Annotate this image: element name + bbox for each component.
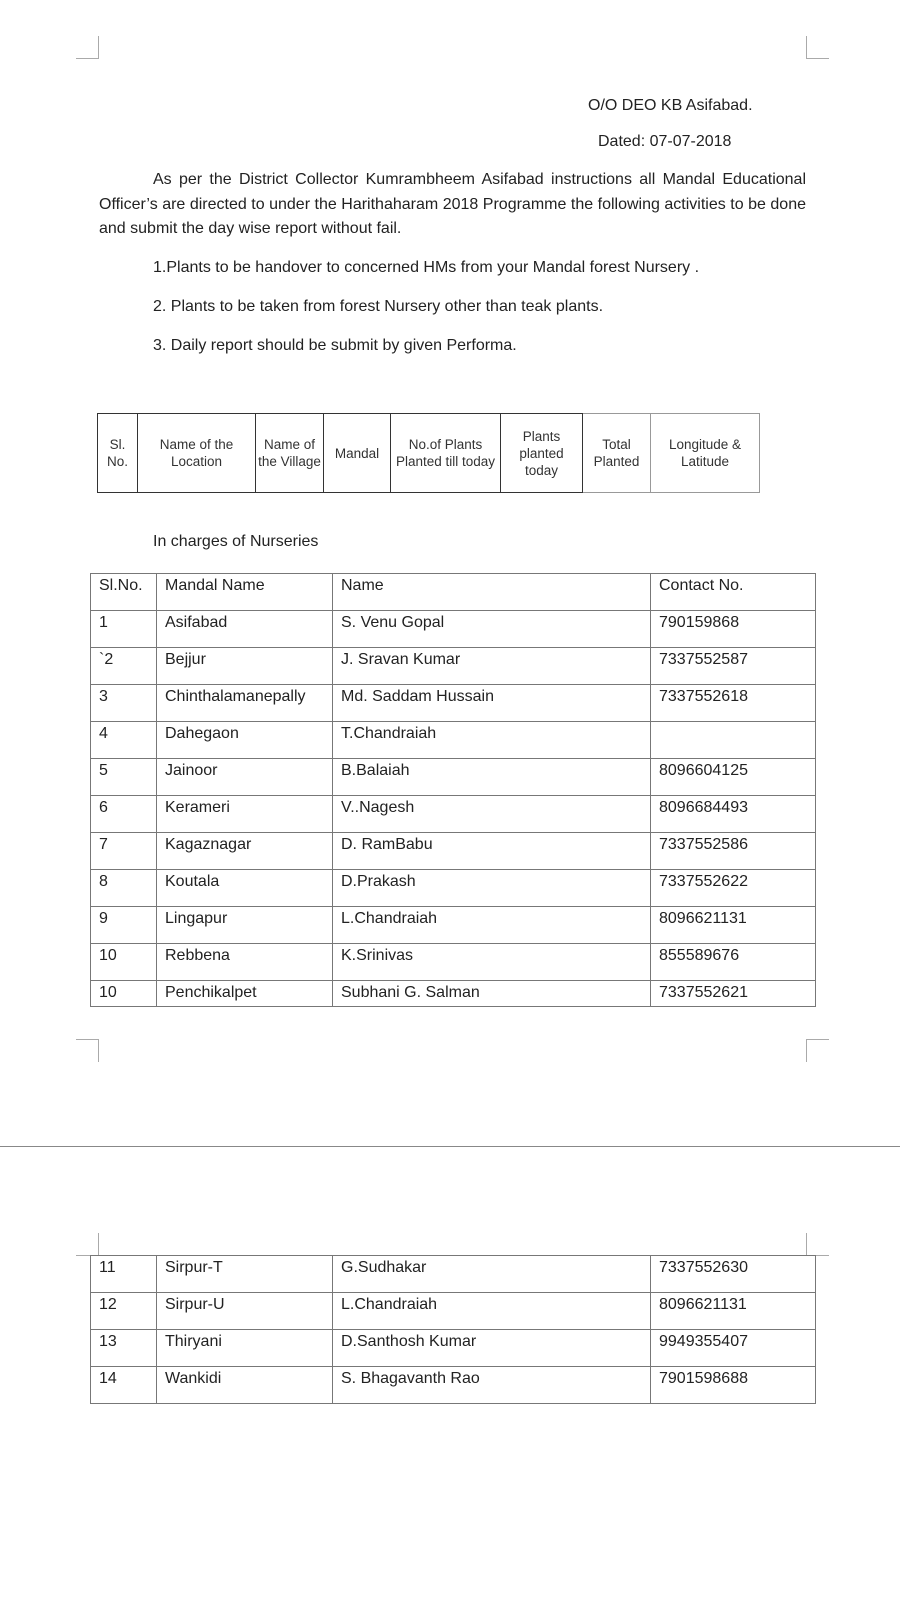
cell-sl-no: 10 xyxy=(91,944,157,981)
dated-line: Dated: 07-07-2018 xyxy=(598,133,732,150)
performa-col-planted-till-today: No.of Plants Planted till today xyxy=(391,414,501,493)
page-break-divider xyxy=(0,1146,900,1147)
nurseries-heading: In charges of Nurseries xyxy=(153,533,319,550)
cell-contact: 7901598688 xyxy=(651,1367,816,1404)
cell-sl-no: 1 xyxy=(91,611,157,648)
cell-sl-no: 6 xyxy=(91,796,157,833)
cell-mandal: Penchikalpet xyxy=(157,981,333,1007)
cell-name: K.Srinivas xyxy=(333,944,651,981)
cell-mandal: Bejjur xyxy=(157,648,333,685)
point-1: 1.Plants to be handover to concerned HMs from your Mandal forest Nursery . xyxy=(153,259,700,276)
cell-name: T.Chandraiah xyxy=(333,722,651,759)
cell-contact: 7337552586 xyxy=(651,833,816,870)
cell-contact: 8096604125 xyxy=(651,759,816,796)
cell-mandal: Dahegaon xyxy=(157,722,333,759)
cell-name: L.Chandraiah xyxy=(333,1293,651,1330)
cell-name: G.Sudhakar xyxy=(333,1256,651,1293)
table-row xyxy=(91,1293,816,1330)
point-3: 3. Daily report should be submit by given Performa. xyxy=(153,337,517,354)
table-row xyxy=(91,1330,816,1367)
table-row xyxy=(91,1256,816,1293)
point-2: 2. Plants to be taken from forest Nursery other than teak plants. xyxy=(153,298,604,315)
cell-sl-no: 11 xyxy=(91,1256,157,1293)
crop-mark-bottom-left-p1 xyxy=(76,1039,99,1062)
cell-mandal: Thiryani xyxy=(157,1330,333,1367)
cell-name: B.Balaiah xyxy=(333,759,651,796)
performa-header-row xyxy=(98,414,760,493)
cell-name: D.Santhosh Kumar xyxy=(333,1330,651,1367)
instruction-paragraph: As per the District Collector Kumrambheem Asifabad instructions all Mandal Educational Officer’s are directed to under the Harithaharam 2018 Programme the following activities to be done and submit the day wise report without fail. xyxy=(99,171,806,237)
nurseries-header-row xyxy=(91,574,816,611)
cell-mandal: Koutala xyxy=(157,870,333,907)
cell-sl-no: `2 xyxy=(91,648,157,685)
cell-name: L.Chandraiah xyxy=(333,907,651,944)
cell-contact: 7337552618 xyxy=(651,685,816,722)
cell-mandal: Sirpur-U xyxy=(157,1293,333,1330)
performa-col-sl-no: Sl. No. xyxy=(98,414,138,493)
crop-mark-bottom-right-p1 xyxy=(806,1039,829,1062)
cell-contact: 8096621131 xyxy=(651,907,816,944)
table-row xyxy=(91,759,816,796)
performa-col-mandal: Mandal xyxy=(324,414,391,493)
performa-table xyxy=(97,413,760,493)
table-row xyxy=(91,833,816,870)
cell-mandal: Sirpur-T xyxy=(157,1256,333,1293)
cell-contact: 8096684493 xyxy=(651,796,816,833)
cell-contact: 7337552587 xyxy=(651,648,816,685)
cell-sl-no: 13 xyxy=(91,1330,157,1367)
cell-mandal: Lingapur xyxy=(157,907,333,944)
cell-sl-no: 7 xyxy=(91,833,157,870)
cell-sl-no: 8 xyxy=(91,870,157,907)
cell-contact: 7337552621 xyxy=(651,981,816,1007)
cell-name: D.Prakash xyxy=(333,870,651,907)
cell-contact xyxy=(651,722,816,759)
cell-contact: 8096621131 xyxy=(651,1293,816,1330)
cell-mandal: Kerameri xyxy=(157,796,333,833)
crop-mark-top-left-p2 xyxy=(76,1233,99,1256)
cell-sl-no: 4 xyxy=(91,722,157,759)
cell-name: Subhani G. Salman xyxy=(333,981,651,1007)
table-row xyxy=(91,611,816,648)
cell-contact: 7337552630 xyxy=(651,1256,816,1293)
table-row xyxy=(91,1367,816,1404)
cell-contact: 7337552622 xyxy=(651,870,816,907)
crop-mark-top-right-p2 xyxy=(806,1233,829,1256)
table-row xyxy=(91,870,816,907)
office-header: O/O DEO KB Asifabad. xyxy=(588,97,753,114)
cell-mandal: Jainoor xyxy=(157,759,333,796)
cell-name: S. Venu Gopal xyxy=(333,611,651,648)
cell-sl-no: 5 xyxy=(91,759,157,796)
table-row xyxy=(91,907,816,944)
table-row xyxy=(91,685,816,722)
cell-mandal: Wankidi xyxy=(157,1367,333,1404)
performa-col-planted-today: Plants planted today xyxy=(501,414,583,493)
col-sl-no: Sl.No. xyxy=(91,574,157,611)
performa-col-location: Name of the Location xyxy=(138,414,256,493)
table-row xyxy=(91,648,816,685)
cell-name: J. Sravan Kumar xyxy=(333,648,651,685)
cell-name: Md. Saddam Hussain xyxy=(333,685,651,722)
nurseries-table xyxy=(90,573,816,1007)
performa-col-total-planted: Total Planted xyxy=(583,414,651,493)
cell-contact: 855589676 xyxy=(651,944,816,981)
cell-sl-no: 12 xyxy=(91,1293,157,1330)
cell-sl-no: 14 xyxy=(91,1367,157,1404)
performa-col-village: Name of the Village xyxy=(256,414,324,493)
col-contact-no: Contact No. xyxy=(651,574,816,611)
cell-sl-no: 9 xyxy=(91,907,157,944)
col-mandal-name: Mandal Name xyxy=(157,574,333,611)
cell-sl-no: 3 xyxy=(91,685,157,722)
nurseries-table-continued xyxy=(90,1255,816,1404)
cell-sl-no: 10 xyxy=(91,981,157,1007)
cell-contact: 790159868 xyxy=(651,611,816,648)
table-row xyxy=(91,981,816,1007)
crop-mark-top-left xyxy=(76,36,99,59)
cell-name: V..Nagesh xyxy=(333,796,651,833)
col-name: Name xyxy=(333,574,651,611)
cell-mandal: Kagaznagar xyxy=(157,833,333,870)
cell-mandal: Chinthalamanepally xyxy=(157,685,333,722)
table-row xyxy=(91,722,816,759)
table-row xyxy=(91,944,816,981)
cell-name: D. RamBabu xyxy=(333,833,651,870)
cell-contact: 9949355407 xyxy=(651,1330,816,1367)
performa-col-longitude-latitude: Longitude & Latitude xyxy=(651,414,760,493)
table-row xyxy=(91,796,816,833)
cell-name: S. Bhagavanth Rao xyxy=(333,1367,651,1404)
crop-mark-top-right xyxy=(806,36,829,59)
cell-mandal: Rebbena xyxy=(157,944,333,981)
cell-mandal: Asifabad xyxy=(157,611,333,648)
